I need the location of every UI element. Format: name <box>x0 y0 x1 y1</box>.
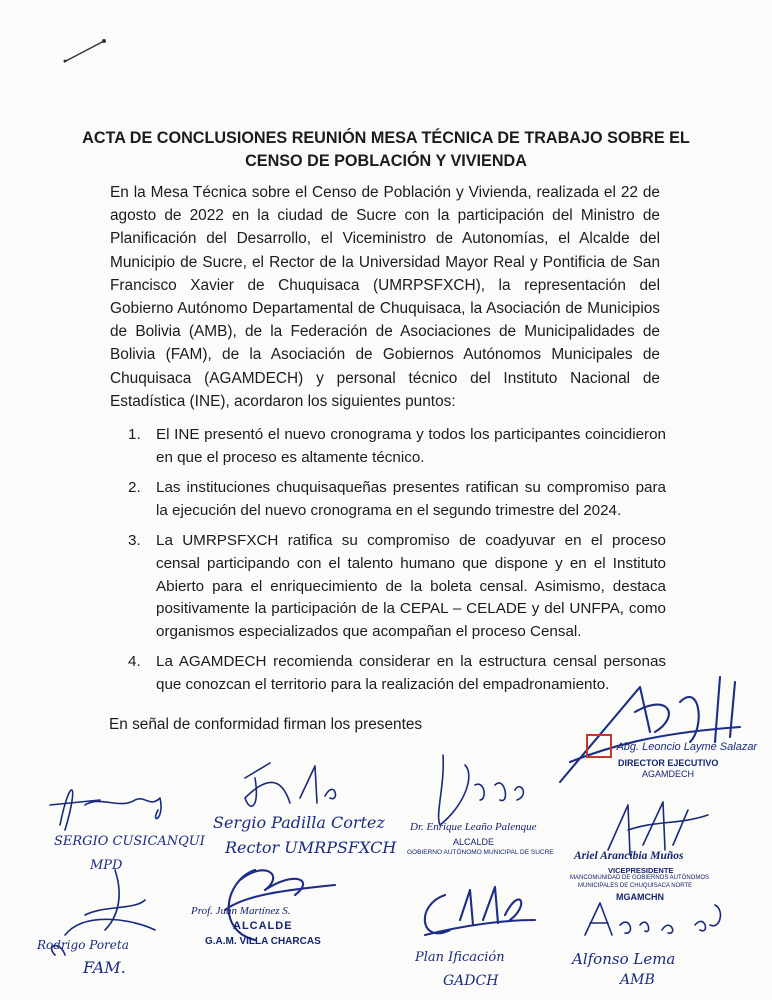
signer-name-stamp: Dr. Enrique Leaño Palenque <box>410 821 537 833</box>
points-list <box>128 424 666 705</box>
signer-org-line1: MANCOMUNIDAD DE GOBIERNOS AUTÓNOMOS <box>570 875 710 881</box>
signer-name: SERGIO CUSICANQUI <box>54 834 205 849</box>
item-number: 3. <box>128 532 141 550</box>
signer-org: AMB <box>620 972 655 988</box>
signer-name-stamp: Abg. Leoncio Layme Salazar <box>586 734 757 758</box>
list-item <box>128 424 666 469</box>
item-text: El INE presentó el nuevo cronograma y todos los participantes coincidieron en que el proceso es altamente técnico. <box>156 426 666 466</box>
signer-org-line2: MUNICIPALES DE CHUQUISACA NORTE <box>578 883 693 889</box>
closing-statement: En señal de conformidad firman los presentes <box>109 716 423 733</box>
item-number: 4. <box>128 653 141 671</box>
red-seal-icon <box>586 734 612 758</box>
list-item <box>128 477 666 522</box>
signer-org-stamp: GOBIERNO AUTÓNOMO MUNICIPAL DE SUCRE <box>407 849 554 856</box>
document-title <box>60 127 712 173</box>
list-item <box>128 530 666 643</box>
signer-name: Plan Ificación <box>415 950 505 965</box>
signer-org-stamp: G.A.M. VILLA CHARCAS <box>205 936 321 947</box>
signer-title-stamp: DIRECTOR EJECUTIVO <box>618 758 719 768</box>
signature-gadch <box>405 875 555 995</box>
signature-villa-charcas <box>185 850 365 960</box>
item-text: Las instituciones chuquisaqueñas presentes ratifican su compromiso para la ejecución del nuevo cronograma en el segundo trimestre del 2024. <box>156 479 666 519</box>
intro-paragraph: En la Mesa Técnica sobre el Censo de Población y Vivienda, realizada el 22 de agosto de 2022 en la ciudad de Sucre con la participación del Ministro de Planificación del Desarrollo, el Viceministro de Autonomías, el Alcalde del Municipio de Sucre, el Rector de la Universidad Mayor Real y Pontificia de San Francisco Xavier de Chuquisaca (UMRPSFXCH), la representación del Gobierno Autónomo Departamental de Chuquisaca, la Asociación de Municipios de Bolivia (AMB), de la Federación de Asociaciones de Municipalidades de Bolivia (FAM), de la Asociación de Gobiernos Autónomos Municipales de Chuquisaca (AGAMDECH) y personal técnico del Instituto Nacional de Estadística (INE), acordaron los siguientes puntos: <box>110 184 660 410</box>
pen-mark <box>60 36 110 66</box>
signature-mgamchn <box>568 800 738 910</box>
signer-title-stamp: ALCALDE <box>453 837 495 847</box>
signer-title-stamp: VICEPRESIDENTE <box>608 866 674 875</box>
signer-name-stamp: Ariel Arancibia Muños <box>574 850 684 862</box>
title-line-1: ACTA DE CONCLUSIONES REUNIÓN MESA TÉCNICA DE TRABAJO SOBRE EL <box>82 129 690 147</box>
signer-name: Alfonso Lema <box>572 950 676 968</box>
item-text: La UMRPSFXCH ratifica su compromiso de coadyuvar en el proceso censal participando con el talento humano que dispone y en el Instituto Abierto para el enriquecimiento de la boleta censal. Asimismo, destaca positivamente la participación de la CEPAL – CELADE y del UNFPA, como organismos especializados que acompañan el proceso Censal. <box>156 532 666 640</box>
signer-org: MPD <box>90 858 123 873</box>
signer-org-stamp: MGAMCHN <box>616 892 664 902</box>
signer-org-stamp: AGAMDECH <box>642 769 695 779</box>
title-line-2: CENSO DE POBLACIÓN Y VIVIENDA <box>245 152 527 170</box>
signer-title-stamp: ALCALDE <box>233 920 293 932</box>
signer-org: Rector UMRPSFXCH <box>225 838 397 857</box>
signature-agamdech <box>530 672 760 792</box>
signer-name: Rodrigo Poreta <box>37 938 129 952</box>
signature-fam <box>25 860 185 990</box>
item-text: La AGAMDECH recomienda considerar en la estructura censal personas que conozcan el territorio para la realización del empadronamiento. <box>156 653 666 693</box>
signer-name: Sergio Padilla Cortez <box>213 813 385 832</box>
signer-name-stamp: Prof. Juan Martínez S. <box>191 905 291 917</box>
item-number: 2. <box>128 479 141 497</box>
item-number: 1. <box>128 426 141 443</box>
handwritten-signature-mark <box>405 745 555 865</box>
signature-alcaldia-sucre <box>405 745 555 865</box>
handwritten-signature-mark <box>570 895 750 995</box>
signer-org: FAM. <box>83 958 126 977</box>
signature-amb <box>570 895 750 995</box>
signer-org: GADCH <box>443 973 499 989</box>
